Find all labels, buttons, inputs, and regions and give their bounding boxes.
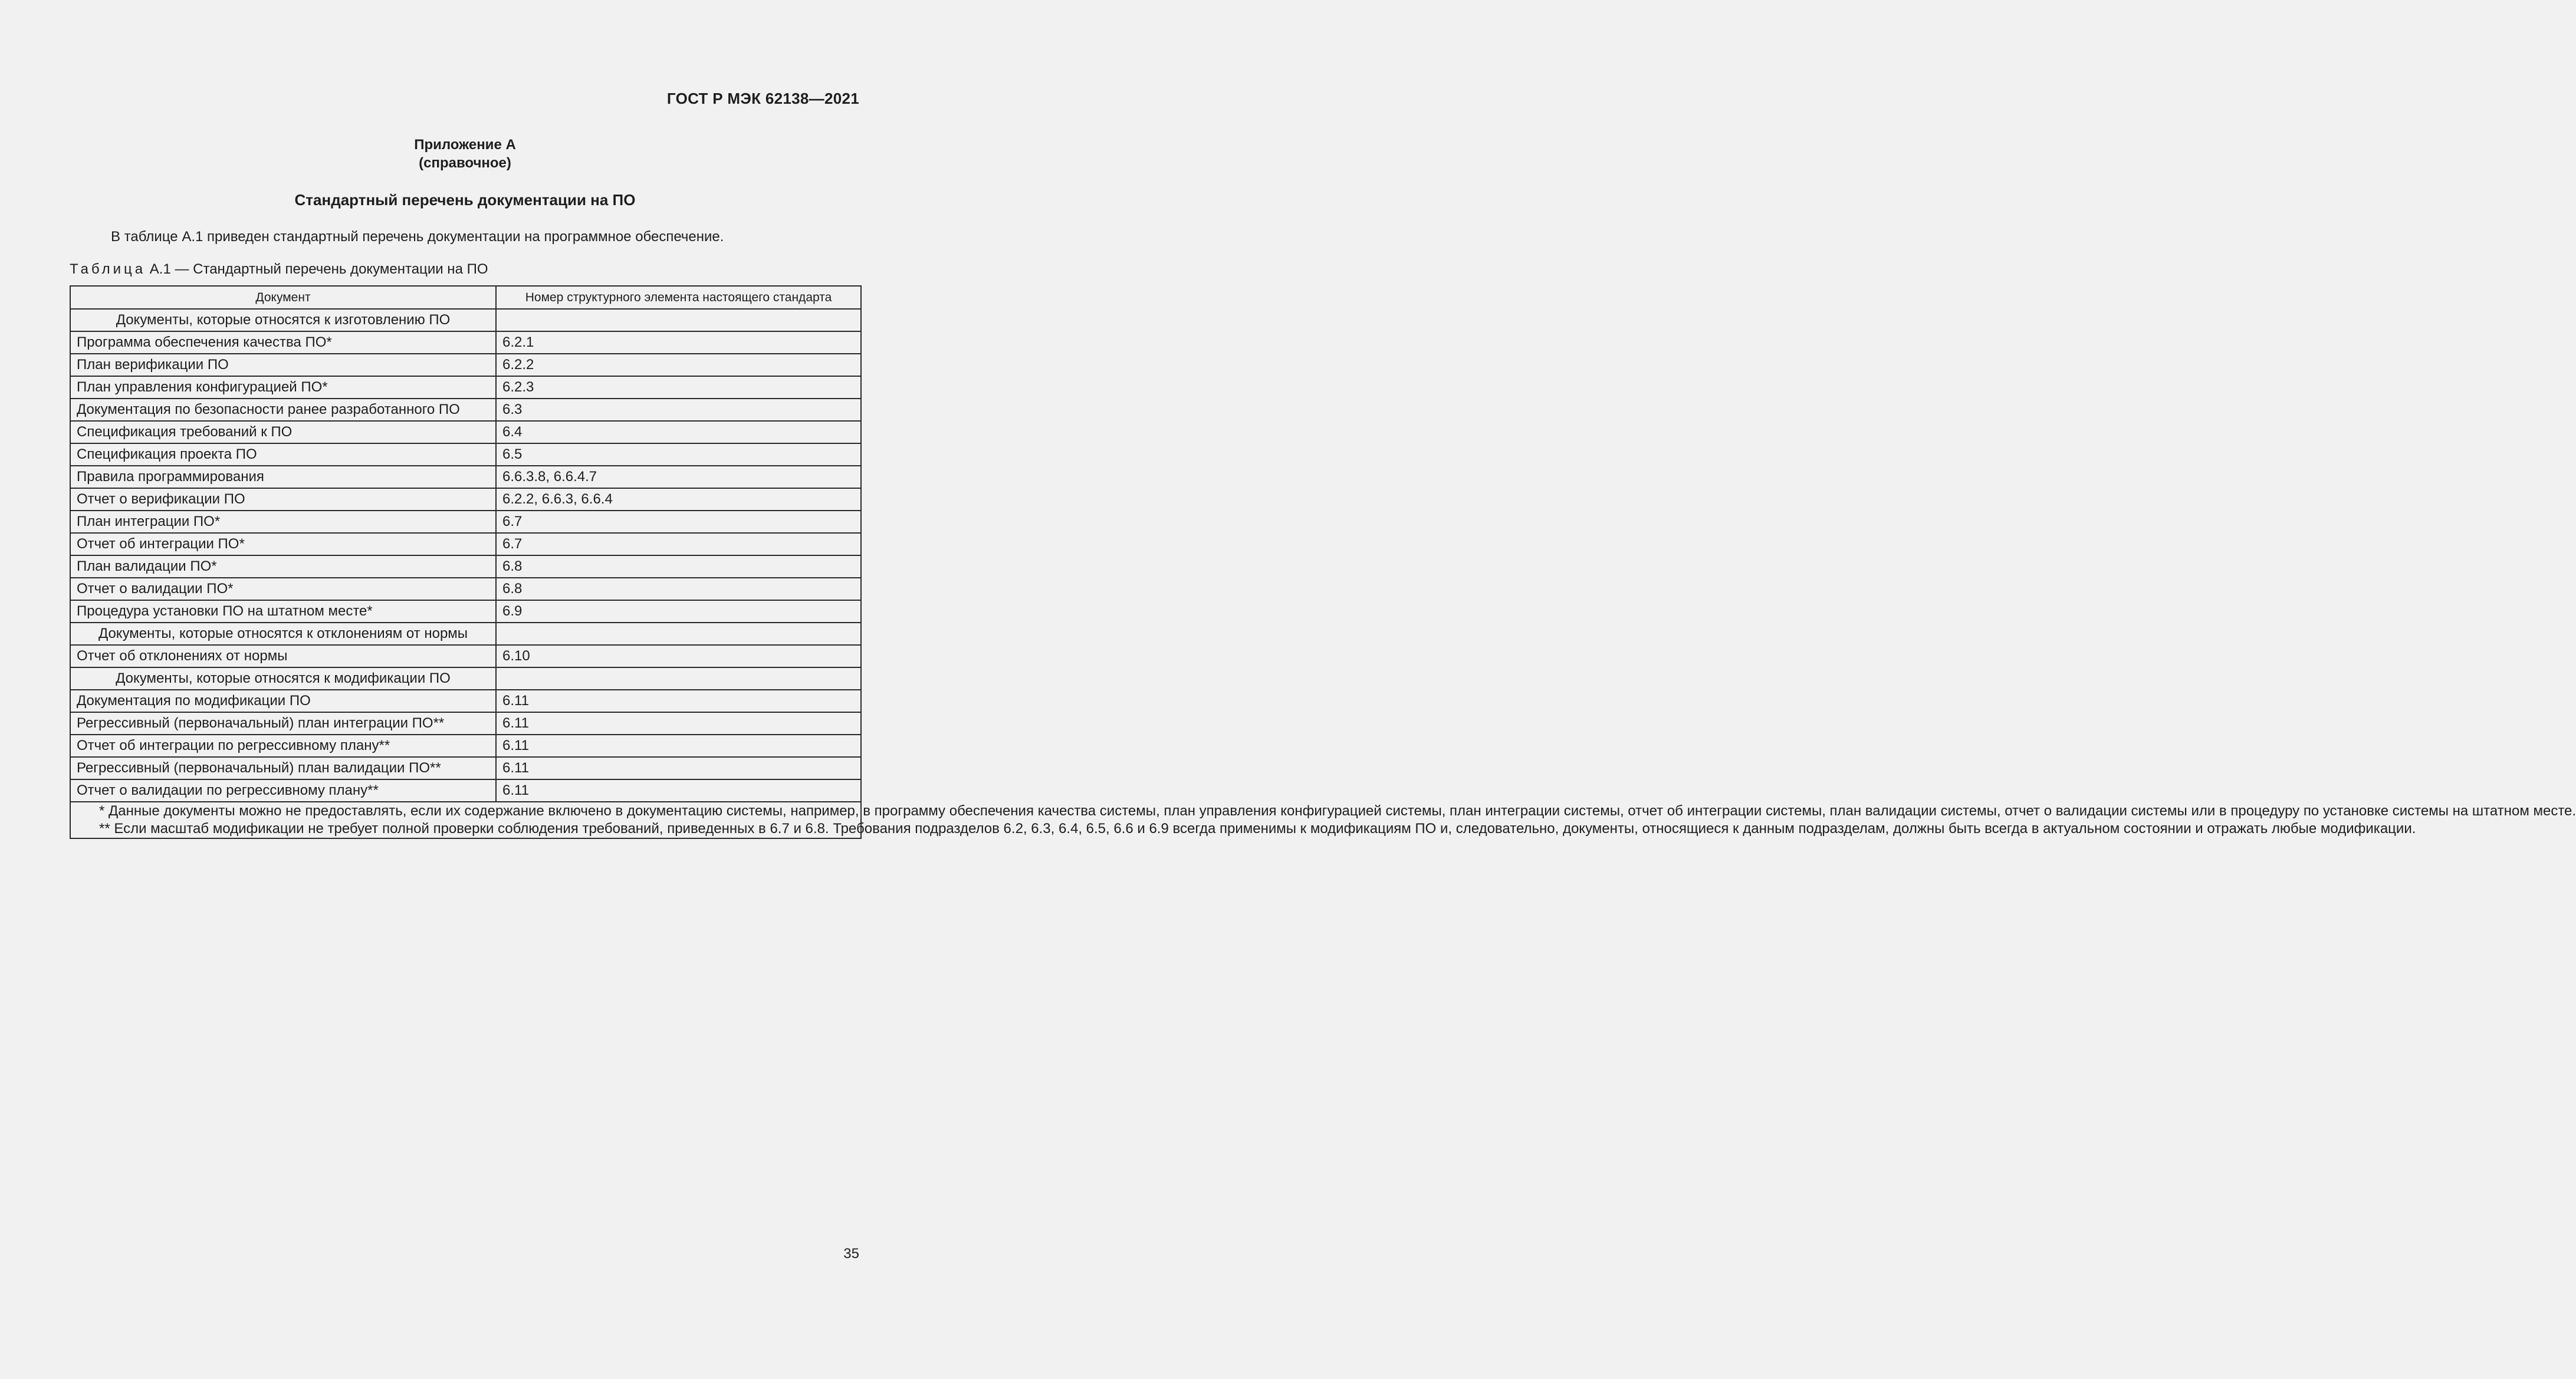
document-cell: План интеграции ПО* [70, 511, 496, 533]
section-number-cell: 6.11 [496, 712, 861, 735]
table-row [70, 421, 861, 443]
document-cell: Спецификация требований к ПО [70, 421, 496, 443]
table-body [70, 309, 861, 802]
section-heading-cell: Документы, которые относятся к модификации ПО [70, 667, 496, 690]
document-cell: Отчет об интеграции по регрессивному плану** [70, 735, 496, 757]
section-number-cell: 6.8 [496, 555, 861, 578]
document-cell: Отчет о верификации ПО [70, 488, 496, 511]
intro-paragraph: В таблице А.1 приведен стандартный перечень документации на программное обеспечение. [111, 229, 724, 245]
table-row [70, 645, 861, 667]
document-cell: Спецификация проекта ПО [70, 443, 496, 466]
section-heading-cell: Документы, которые относятся к отклонениям от нормы [70, 623, 496, 645]
document-cell: Отчет о валидации ПО* [70, 578, 496, 600]
table-row [70, 354, 861, 376]
table-header-row [70, 286, 861, 309]
document-cell: План управления конфигурацией ПО* [70, 376, 496, 399]
document-cell: Процедура установки ПО на штатном месте* [70, 600, 496, 623]
section-number-cell: 6.11 [496, 735, 861, 757]
section-number-cell: 6.8 [496, 578, 861, 600]
document-cell: Регрессивный (первоначальный) план интеграции ПО** [70, 712, 496, 735]
table-row [70, 511, 861, 533]
section-number-cell: 6.10 [496, 645, 861, 667]
page-number: 35 [843, 1246, 859, 1262]
section-number-cell: 6.2.2 [496, 354, 861, 376]
document-cell: Правила программирования [70, 466, 496, 488]
table-row [70, 600, 861, 623]
document-cell: Регрессивный (первоначальный) план валидации ПО** [70, 757, 496, 779]
table-row [70, 466, 861, 488]
section-number-cell [496, 623, 861, 645]
table-caption [70, 261, 488, 278]
table-row [70, 376, 861, 399]
column-header-section-number: Номер структурного элемента настоящего стандарта [496, 286, 861, 309]
table-row [70, 399, 861, 421]
documentation-table [70, 285, 2576, 839]
table-row [70, 779, 861, 802]
table-row [70, 555, 861, 578]
table-caption-label: Таблица [70, 261, 146, 277]
document-cell: Программа обеспечения качества ПО* [70, 331, 496, 354]
section-number-cell: 6.3 [496, 399, 861, 421]
section-number-cell: 6.11 [496, 690, 861, 712]
document-cell: Отчет об интеграции ПО* [70, 533, 496, 555]
section-number-cell: 6.4 [496, 421, 861, 443]
document-cell: Документация по модификации ПО [70, 690, 496, 712]
section-number-cell: 6.2.1 [496, 331, 861, 354]
section-number-cell: 6.11 [496, 757, 861, 779]
table-row [70, 578, 861, 600]
document-cell: План верификации ПО [70, 354, 496, 376]
section-number-cell: 6.6.3.8, 6.6.4.7 [496, 466, 861, 488]
table-row [70, 735, 861, 757]
table-section-row [70, 623, 861, 645]
section-number-cell: 6.11 [496, 779, 861, 802]
footnote-single-asterisk: * Данные документы можно не предоставлять, если их содержание включено в документацию системы, например, в программу обеспечения качества системы, план управления конфигурацией системы, план интеграции системы, отчет об интеграции системы, план валидации системы, отчет о валидации системы или в процедуру по установке системы на штатном месте. [99, 803, 2576, 819]
table-caption-text: А.1 — Стандартный перечень документации на ПО [149, 261, 488, 277]
document-cell: План валидации ПО* [70, 555, 496, 578]
section-number-cell: 6.9 [496, 600, 861, 623]
annex-title: Стандартный перечень документации на ПО [294, 191, 636, 209]
table-row [70, 712, 861, 735]
table-row [70, 331, 861, 354]
column-header-document: Документ [70, 286, 496, 309]
section-number-cell: 6.7 [496, 511, 861, 533]
table-row [70, 690, 861, 712]
document-cell: Отчет об отклонениях от нормы [70, 645, 496, 667]
document-cell: Отчет о валидации по регрессивному плану** [70, 779, 496, 802]
document-cell: Документация по безопасности ранее разработанного ПО [70, 399, 496, 421]
table-section-row [70, 667, 861, 690]
annex-type: (справочное) [419, 155, 511, 171]
table-row [70, 488, 861, 511]
section-number-cell: 6.2.2, 6.6.3, 6.6.4 [496, 488, 861, 511]
section-number-cell: 6.7 [496, 533, 861, 555]
section-number-cell [496, 309, 861, 331]
footnote-double-asterisk: ** Если масштаб модификации не требует полной проверки соблюдения требований, приведенных в 6.7 и 6.8. Требования подразделов 6.2, 6.3, 6.4, 6.5, 6.6 и 6.9 всегда применимы к модификациям ПО и, следовательно, документы, относящиеся к данным подразделам, должны быть всегда в актуальном состоянии и отражать любые модификации. [99, 821, 2416, 837]
table-notes [70, 802, 2576, 838]
section-number-cell: 6.2.3 [496, 376, 861, 399]
section-number-cell [496, 667, 861, 690]
annex-heading [0, 136, 930, 172]
table-row [70, 443, 861, 466]
section-number-cell: 6.5 [496, 443, 861, 466]
table-notes-row [70, 802, 861, 838]
table-section-row [70, 309, 861, 331]
table-row [70, 533, 861, 555]
section-heading-cell: Документы, которые относятся к изготовлению ПО [70, 309, 496, 331]
table-row [70, 757, 861, 779]
annex-label: Приложение А [414, 137, 516, 153]
standard-code: ГОСТ Р МЭК 62138—2021 [666, 90, 859, 107]
